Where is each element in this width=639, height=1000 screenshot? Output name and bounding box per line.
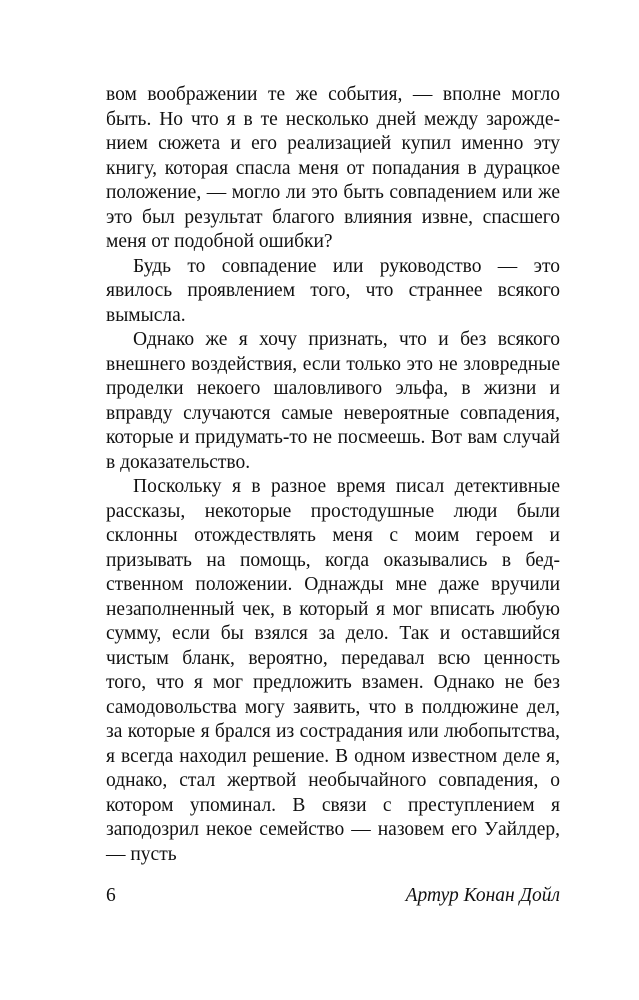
paragraph: Однако же я хочу признать, что и без всякого внешнего воздействия, если только это не зловредные проделки некоего шаловливого эльфа, в жизни и вправду случаются самые невероятные совпадения, которые и придумать-то не посмеешь. Вот вам случай в доказательство. [106,329,560,473]
running-title: Артур Конан Дойл [405,885,560,906]
body-text [106,83,560,867]
paragraph-continued: вом воображении те же события, — вполне могло быть. Но что я в те несколько дней между зарождением сюжета и его реализацией купил именно эту книгу, которая спасла меня от попадания в дурацкое положение, — могло ли это быть совпадением или же это был результат благого влияния извне, спасшего меня от подобной ошибки? [106,84,560,252]
paragraph: Поскольку я в разное время писал детективные рассказы, некоторые простодушные люди были склонны отождествлять меня с моим героем и призывать на помощь, когда оказывались в бедственном положении. Однажды мне даже вручили незаполненный чек, в который я мог вписать любую сумму, если бы взялся за дело. Так и оставшийся чистым бланк, вероятно, передавал всю ценность того, что я мог предложить взамен. Однако не без самодовольства могу заявить, что в полдюжине дел, за которые я брался из сострадания или любопытства, я всегда находил решение. В одном известном деле я, однако, стал жертвой необычайного совпадения, о котором упоминал. В связи с преступлением я заподозрил некое семейство — назовем его Уайлдер, — пусть [106,476,560,865]
paragraph: Будь то совпадение или руководство — это явилось проявлением того, что страннее всякого вымысла. [106,255,560,326]
page-footer [106,885,560,907]
page-number: 6 [106,885,116,906]
